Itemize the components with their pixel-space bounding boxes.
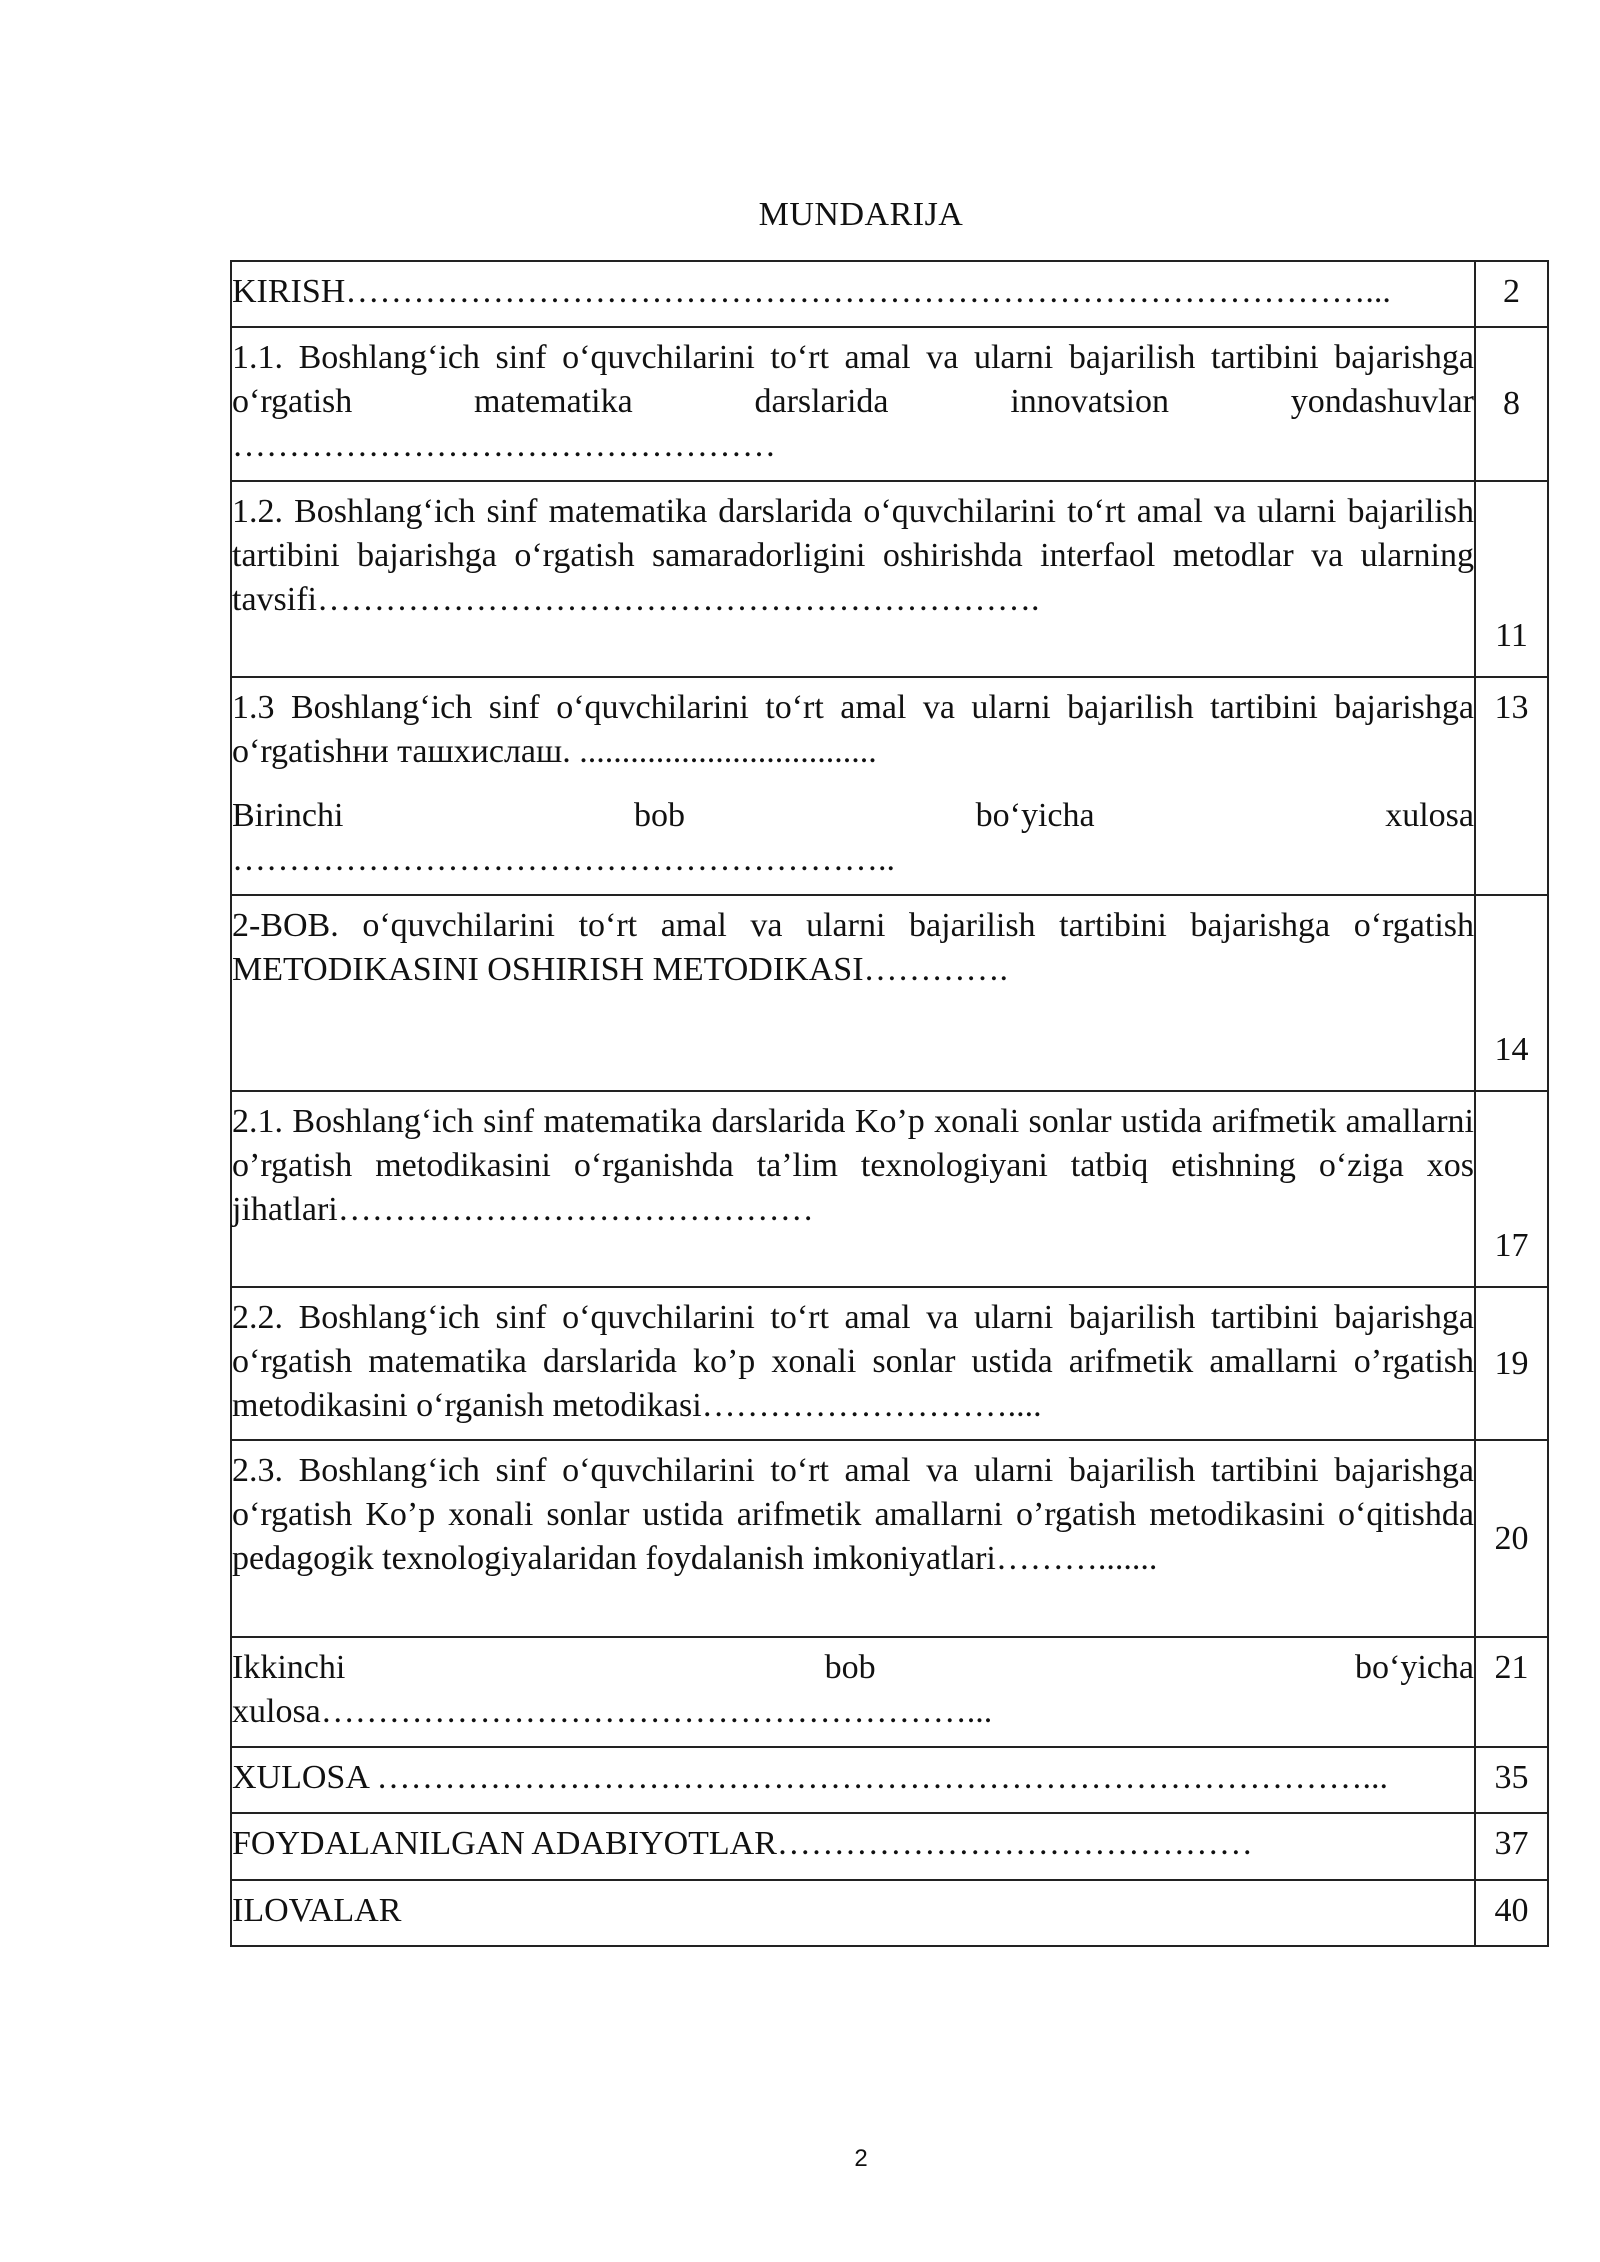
toc-entry-text: XULOSA ……………………………………………………………………………...	[231, 1747, 1475, 1813]
toc-entry-text: 1.3 Boshlang‘ich sinf o‘quvchilarini to‘rt amal va ularni bajarilish tartibini bajarishga o‘rgatishни ташхислаш. ................................... Birinchi bob bo‘yicha xulosa …………………………………………………..	[231, 677, 1475, 895]
toc-page-number: 13	[1475, 677, 1548, 895]
toc-entry-text: KIRISH………………………………………………………………………………...	[231, 261, 1475, 327]
toc-entry-text: ILOVALAR	[231, 1880, 1475, 1946]
toc-row	[231, 1091, 1548, 1287]
toc-entry-text: 2.2. Boshlang‘ich sinf o‘quvchilarini to‘rt amal va ularni bajarilish tartibini bajarishga o‘rgatish matematika darslarida ko’p xonali sonlar ustida arifmetik amallarni o’rgatish metodikasini o‘rganish metodikasi………………………....	[231, 1287, 1475, 1440]
toc-row	[231, 261, 1548, 327]
toc-entry-text: 2-BOB. o‘quvchilarini to‘rt amal va ularni bajarilish tartibini bajarishga o‘rgatish METODIKASINI OSHIRISH METODIKASI………….	[231, 895, 1475, 1091]
toc-page-number: 14	[1475, 895, 1548, 1091]
toc-row	[231, 1813, 1548, 1880]
toc-page-number: 37	[1475, 1813, 1548, 1880]
chapter-summary-line: Birinchi bob bo‘yicha xulosa	[232, 797, 1474, 834]
toc-row	[231, 1637, 1548, 1747]
toc-page-number: 20	[1475, 1440, 1548, 1637]
toc-entry-text: 1.2. Boshlang‘ich sinf matematika darslarida o‘quvchilarini to‘rt amal va ularni bajarilish tartibini bajarishga o‘rgatish samaradorligini oshirishda interfaol metodlar va ularning tavsifi……………………………………………………….	[231, 481, 1475, 677]
table-of-contents	[230, 260, 1549, 1947]
footer-page-number: 2	[854, 2145, 868, 2172]
toc-page-number: 40	[1475, 1880, 1548, 1946]
toc-entry-text: Ikkinchi bob bo‘yicha xulosa…………………………………………………...	[231, 1637, 1475, 1747]
toc-entry-text: 2.1. Boshlang‘ich sinf matematika darslarida Ko’p xonali sonlar ustida arifmetik amallarni o’rgatish metodikasini o‘rganishda ta’lim texnologiyani tatbiq etishning o‘ziga xos jihatlari……………………………………	[231, 1091, 1475, 1287]
toc-row	[231, 481, 1548, 677]
toc-page-number: 17	[1475, 1091, 1548, 1287]
toc-entry-text: FOYDALANILGAN ADABIYOTLAR……………………………………	[231, 1813, 1475, 1880]
toc-page-number: 8	[1475, 327, 1548, 481]
toc-page-number: 19	[1475, 1287, 1548, 1440]
toc-entry-text: 1.1. Boshlang‘ich sinf o‘quvchilarini to‘rt amal va ularni bajarilish tartibini bajarishga o‘rgatish matematika darslarida innovatsion yondashuvlar …………………………………………	[231, 327, 1475, 481]
toc-row	[231, 895, 1548, 1091]
toc-row	[231, 1747, 1548, 1813]
toc-row	[231, 1440, 1548, 1637]
page-title: MUNDARIJA	[758, 196, 964, 233]
toc-row	[231, 327, 1548, 481]
toc-page-number: 35	[1475, 1747, 1548, 1813]
toc-row	[231, 1287, 1548, 1440]
toc-row	[231, 677, 1548, 895]
toc-entry-text: 2.3. Boshlang‘ich sinf o‘quvchilarini to‘rt amal va ularni bajarilish tartibini bajarishga o‘rgatish Ko’p xonali sonlar ustida arifmetik amallarni o’rgatish metodikasini o‘qitishda pedagogik texnologiyalaridan foydalanish imkoniyatlari……….......	[231, 1440, 1475, 1637]
chapter-summary-line: Ikkinchi bob bo‘yicha	[232, 1649, 1474, 1686]
toc-page-number: 11	[1475, 481, 1548, 677]
toc-page-number: 21	[1475, 1637, 1548, 1747]
toc-page-number: 2	[1475, 261, 1548, 327]
toc-row	[231, 1880, 1548, 1946]
